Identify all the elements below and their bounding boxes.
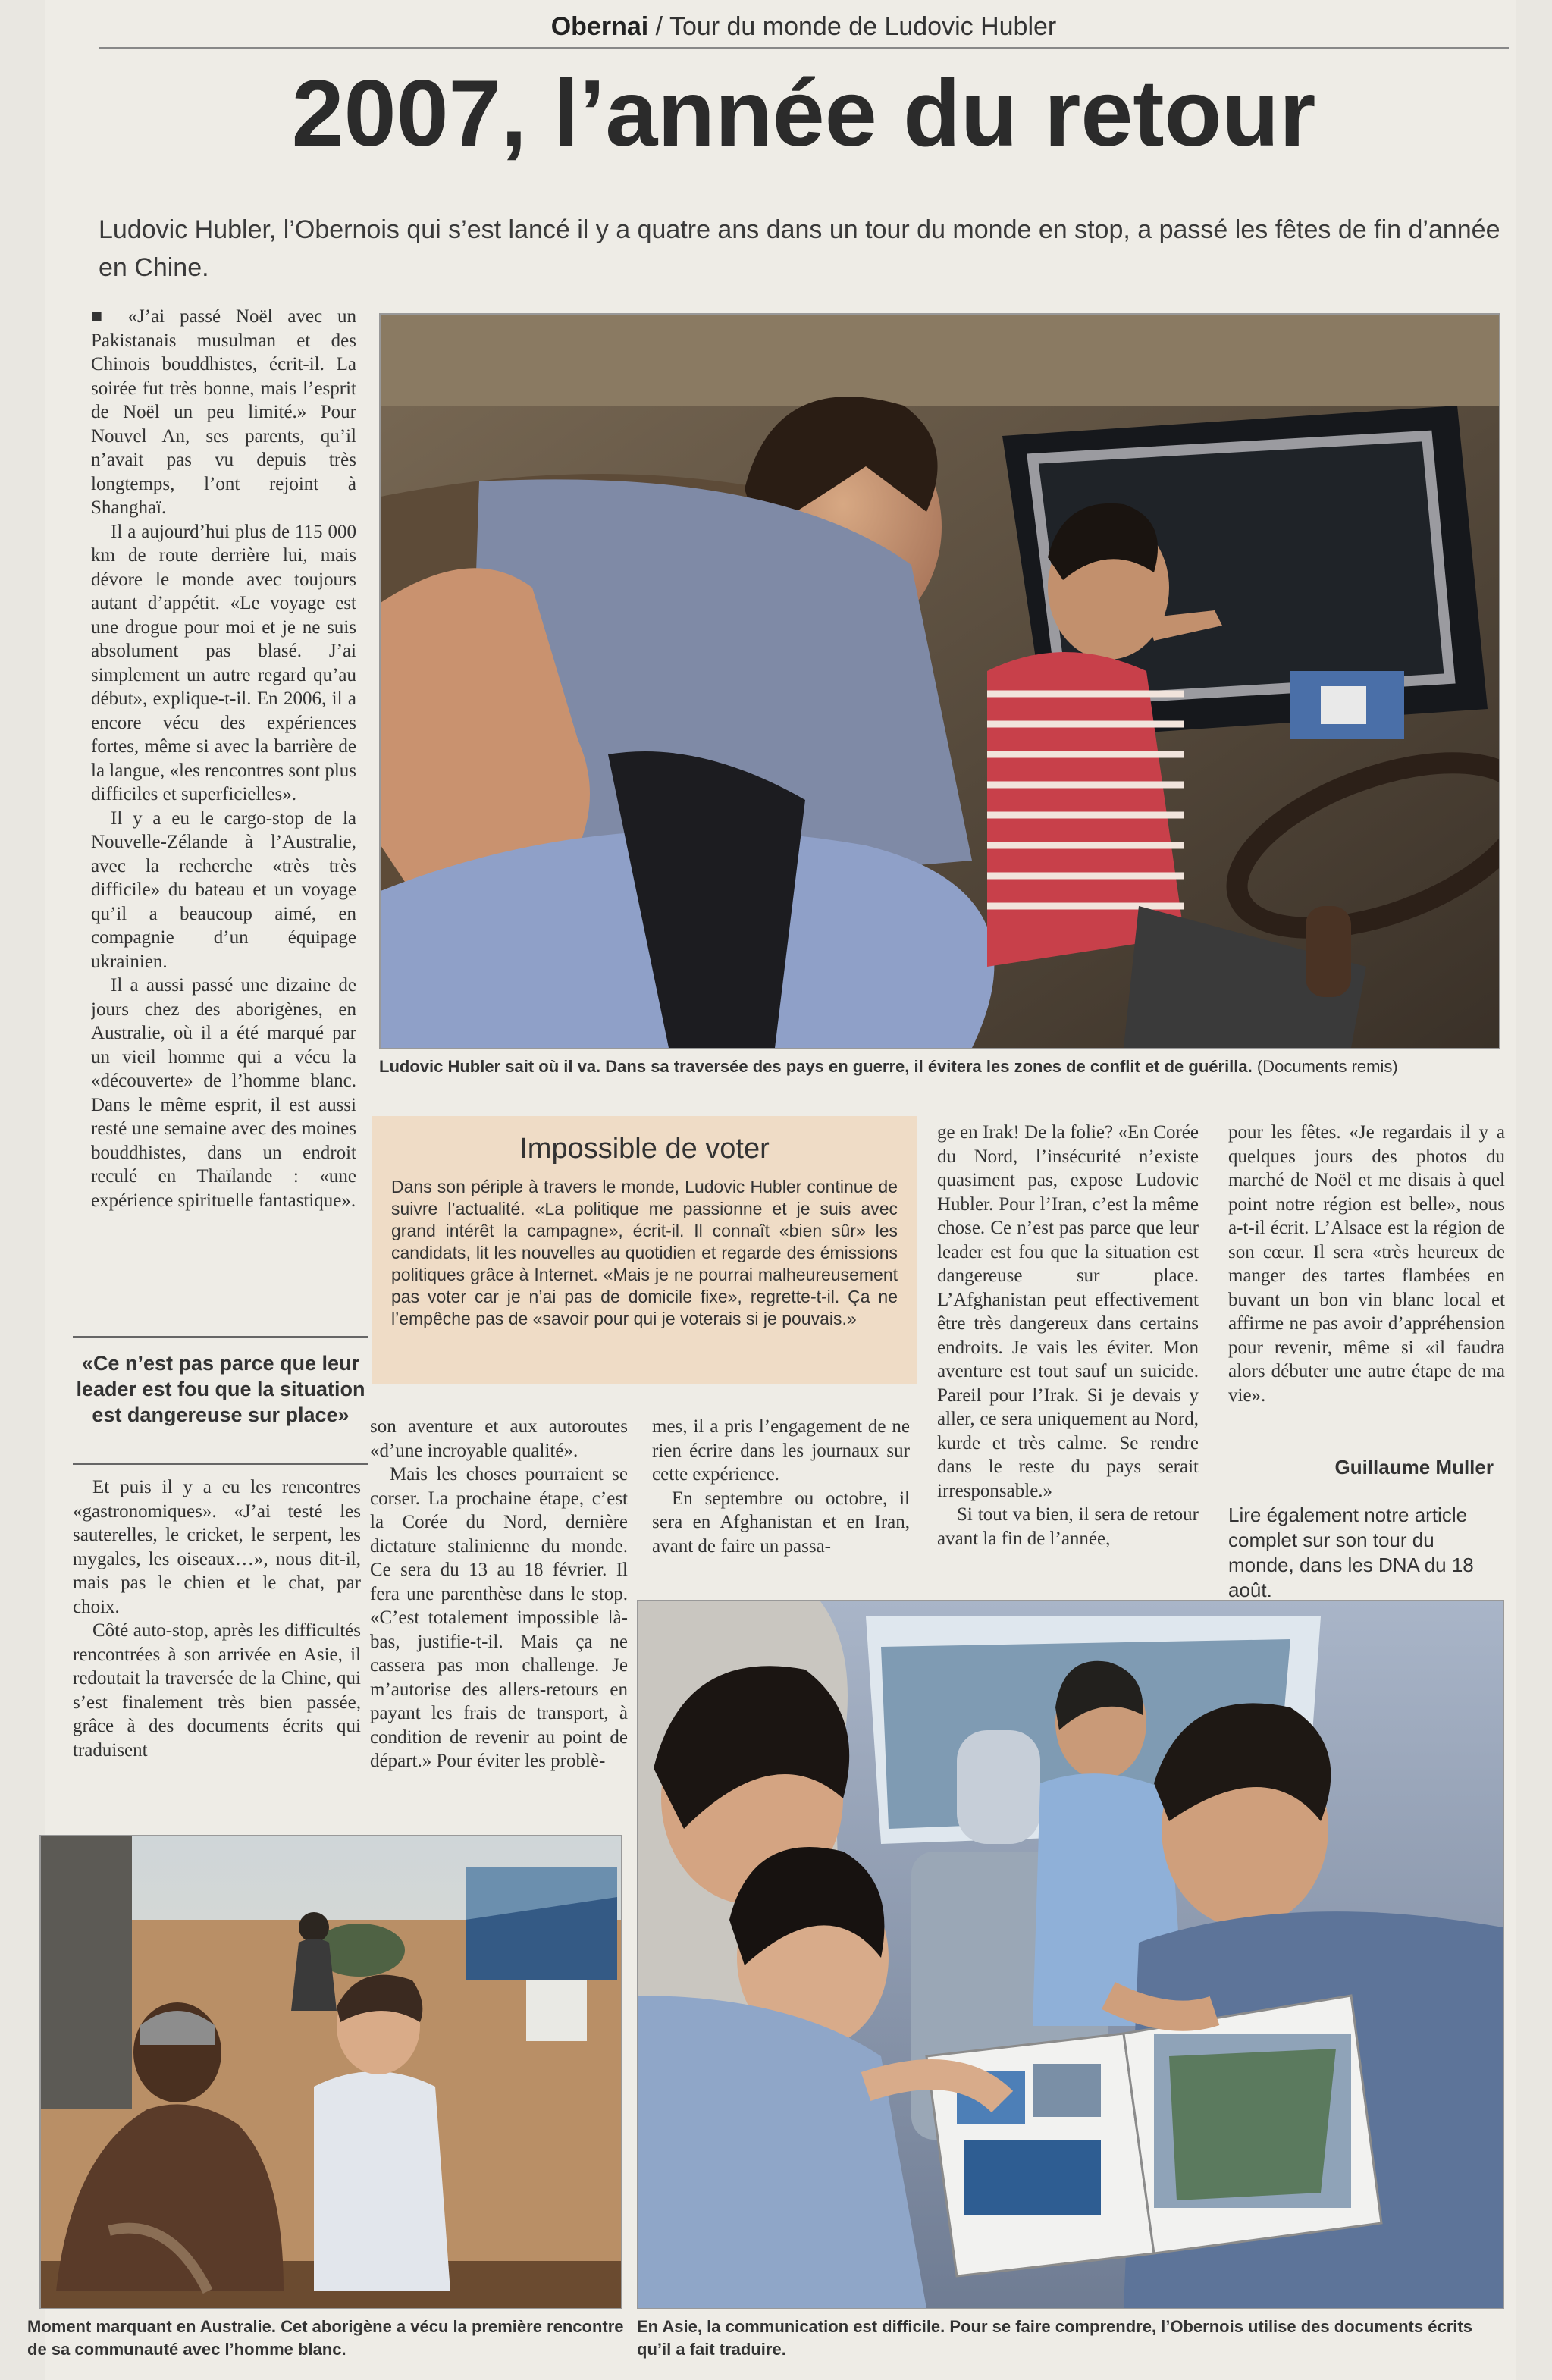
paragraph: pour les fêtes. «Je regardais il y a quelques jours des photos du marché de Noël et me disais à quel point notre région est belle», nous a-t-il écrit. L’Alsace est la région de son cœur. Il sera «très heureux de manger des tartes flambées en buvant un bon vin blanc local et affirme ne pas avoir d’appréhension pour revenir, même si «il faudra alors débuter une autre étape de ma vie». [1228,1122,1505,1406]
section-topic: Tour du monde de Ludovic Hubler [669,12,1057,41]
article-column-3 [652,1415,910,1589]
caption-photo-2 [27,2316,626,2361]
photo-asia-van [637,1600,1504,2309]
caption-photo-1 [379,1055,1501,1078]
headline: 2007, l’année du retour [291,61,1316,166]
caption-text: Moment marquant en Australie. Cet aborigène a vécu la première rencontre de sa communauté avec l’homme blanc. [27,2317,624,2359]
paragraph: ■ «J’ai passé Noël avec un Pakistanais musulman et des Chinois bouddhistes, écrit-il. La soirée fut très bonne, mais l’esprit de Noël un peu limité.» Pour Nouvel An, ses parents, qu’il n’avait pas vu depuis très longtemps, l’ont rejoint à Shanghaï. [91,306,356,518]
paragraph: Si tout va bien, il sera de retour avant la fin de l’année, [937,1504,1199,1549]
article-column-4 [937,1121,1199,1591]
caption-text: En Asie, la communication est difficile. Pour se faire comprendre, l’Obernois utilise des documents écrits qu’il a fait traduire. [637,2317,1472,2359]
article-column-2 [370,1415,628,1817]
caption-photo-3 [637,2316,1509,2361]
paragraph: Il y a eu le cargo-stop de la Nouvelle-Zélande à l’Australie, avec la recherche «très très difficile» du bateau et un voyage qu’il a beaucoup aimé, en compagnie d’un équipage ukrainien. [91,807,356,972]
photo-truck-cab [379,313,1500,1049]
photo-truck-cab-image [381,315,1499,1048]
paragraph: Il a aussi passé une dizaine de jours chez des aborigènes, en Australie, où il a été marqué par un vieil homme qui a vécu la «découverte» de l’homme blanc. Dans le même esprit, il est aussi resté une semaine avec des moines bouddhistes, dans un endroit reculé en Thaïlande : «une expérience spirituelle fantastique». [91,975,356,1211]
article-column-1 [91,305,356,1321]
see-also-note: Lire également notre article complet sur son tour du monde, dans les DNA du 18 août. [1228,1504,1474,1601]
kicker-separator: / [648,12,669,41]
inset-box [372,1116,917,1384]
paragraph: En septembre ou octobre, il sera en Afghanistan et en Iran, avant de faire un passa- [652,1488,910,1557]
paragraph: Et puis il y a eu les rencontres «gastronomiques». «J’ai testé les sauterelles, le cricket, le serpent, les mygales, les oiseaux…», nous dit-il, mais pas le chien et le chat, par choix. [73,1477,361,1617]
author-signature: Guillaume Muller [1334,1456,1494,1478]
inset-text: Dans son périple à travers le monde, Ludovic Hubler continue de suivre l’actualité. «La politique me passionne et je suis avec grand intérêt la campagne», écrit-il. Il connaît «bien sûr» les candidats, lit les nouvelles au quotidien et regarde des émissions politiques grâce à Internet. «Mais je ne pourrai malheureusement pas voter car je n’ai pas de domicile fixe», regrette-t-il. Ça ne l’empêche pas de «savoir pour qui je voterais si je pouvais.» [391,1177,898,1328]
photo-australia-image [41,1836,621,2308]
inset-title: Impossible de voter [519,1133,770,1165]
caption-text: Ludovic Hubler sait où il va. Dans sa traversée des pays en guerre, il évitera les zones de conflit et de guérilla. [379,1057,1253,1076]
article-column-1-continued [73,1475,361,1813]
photo-asia-van-image [638,1601,1503,2308]
pull-quote: «Ce n’est pas parce que leur leader est fou que la situation est dangereuse sur place» [73,1336,368,1465]
paragraph: Côté auto-stop, après les difficultés rencontrées à son arrivée en Asie, il redoutait la traversée de la Chine, qui s’est finalement très bien passée, grâce à des documents écrits qui traduisent [73,1620,361,1761]
photo-australia [39,1835,622,2309]
lead-paragraph: Ludovic Hubler, l’Obernois qui s’est lancé il y a quatre ans dans un tour du monde en stop, a passé les fêtes de fin d’année en Chine. [99,215,1500,282]
section-kicker [99,6,1509,49]
paragraph: Il a aujourd’hui plus de 115 000 km de route derrière lui, mais dévore le monde avec toujours autant d’appétit. «Le voyage est une drogue pour moi et je ne suis absolument pas blasé. J’ai simplement un autre regard qu’au début», explique-t-il. En 2006, il a encore vécu des expériences fortes, même si avec la barrière de la langue, «les rencontres sont plus difficiles et superficielles». [91,521,356,804]
paragraph: son aventure et aux autoroutes «d’une incroyable qualité». [370,1416,628,1461]
article-column-5 [1228,1121,1505,1454]
paragraph: mes, il a pris l’engagement de ne rien écrire dans les journaux sur cette expérience. [652,1416,910,1485]
photo-credit: (Documents remis) [1256,1057,1398,1076]
section-name: Obernai [550,12,649,41]
paragraph: ge en Irak! De la folie? «En Corée du Nord, l’insécurité n’existe quasiment pas, expose Ludovic Hubler. Pour l’Iran, c’est la même chose. Ce n’est pas parce que leur leader est fou que la situation est dangereuse sur place. L’Afghanistan peut effectivement être très dangereux dans certains endroits. Je vais les éviter. Mon aventure est tout sauf un suicide. Pareil pour l’Irak. Si je devais y aller, ce sera uniquement au Nord, kurde et très calme. Se rendre dans le reste du pays serait irresponsable.» [937,1122,1199,1501]
paragraph: Mais les choses pourraient se corser. La prochaine étape, c’est la Corée du Nord, dernière dictature stalinienne du monde. Ce sera du 13 au 18 février. Il fera une parenthèse dans le stop. «C’est totalement impossible là-bas, justifie-t-il. Mais ça ne cassera pas mon challenge. Je m’autorise des allers-retours en payant les frais de transport, à condition de revenir au point de départ.» Pour éviter les problè- [370,1464,628,1771]
